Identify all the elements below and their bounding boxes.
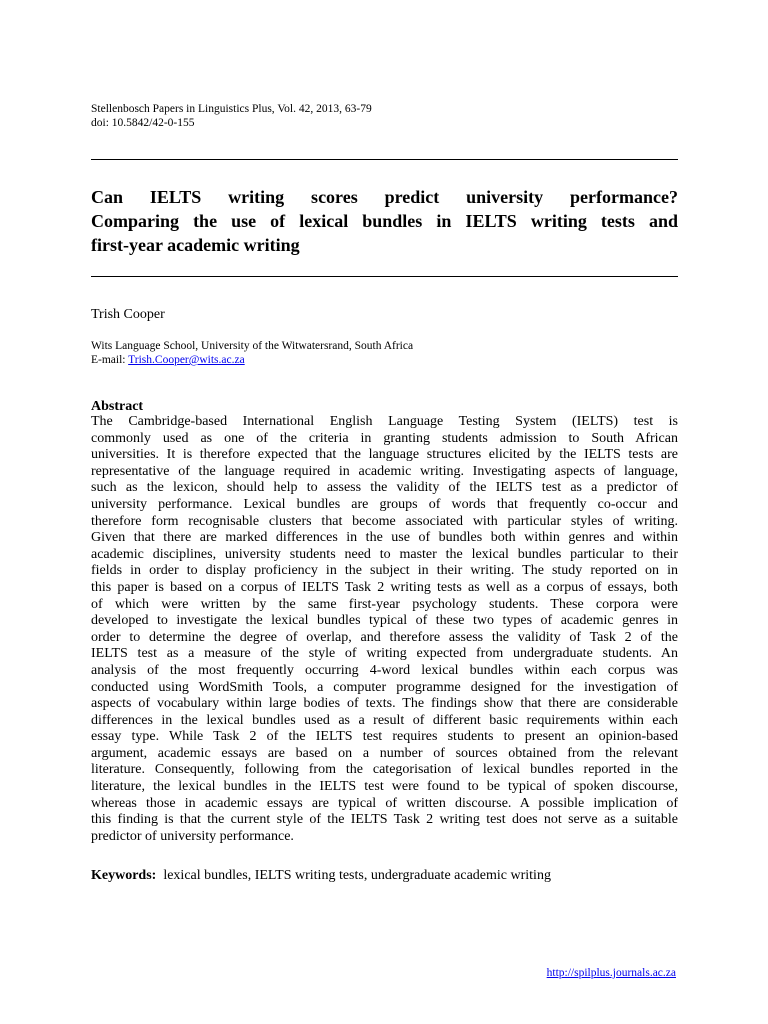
email-label: E-mail: — [91, 354, 129, 366]
affiliation: Wits Language School, University of the Witwatersrand, South Africa — [91, 340, 414, 352]
abstract-line: The Cambridge-based International English Language Testing System (IELTS) test is — [91, 414, 678, 429]
keywords-label: Keywords: — [91, 868, 157, 883]
title-line: Can IELTS writing scores predict university performance? — [91, 187, 678, 207]
abstract-line: academic disciplines, university students need to master the lexical bundles particular to their — [91, 546, 678, 562]
abstract-line: developed to investigate the lexical bundles typical of these two types of academic genres in — [91, 613, 678, 629]
abstract-line: argument, academic essays are based on a number of sources obtained from the relevant — [91, 745, 678, 761]
abstract-line: fields in order to display proficiency in the subject in their writing. The study reported on in — [91, 563, 678, 579]
abstract-line: literature, the lexical bundles in the IELTS test were found to be typical of spoken discourse, — [91, 779, 678, 795]
abstract-line: therefore form recognisable clusters that become associated with particular styles of writing. — [91, 513, 678, 529]
abstract-line: university performance. Lexical bundles are groups of words that frequently co-occur and — [91, 496, 678, 512]
abstract-line: this paper is based on a corpus of IELTS Task 2 writing tests as well as a corpus of essays, both — [91, 579, 678, 595]
abstract-line: analysis of the most frequently occurring 4-word lexical bundles within each corpus was — [91, 662, 678, 678]
abstract-line: universities. It is therefore expected that the language structures elicited by the IELTS tests are — [91, 447, 678, 463]
abstract-line: aspects of vocabulary within large bodies of texts. The findings show that there are considerable — [91, 696, 678, 712]
email-line — [91, 353, 413, 367]
journal-citation: Stellenbosch Papers in Linguistics Plus, Vol. 42, 2013, 63-79 — [91, 103, 372, 115]
abstract-line: differences in the lexical bundles used as a result of different basic requirements within each — [91, 712, 678, 728]
abstract-body — [91, 414, 678, 845]
abstract-line: essay type. While Task 2 of the IELTS test requires students to present an opinion-based — [91, 729, 678, 745]
top-rule — [91, 159, 678, 160]
abstract-line: literature. Consequently, following from the categorisation of lexical bundles reported in the — [91, 762, 678, 778]
abstract-line: order to determine the degree of overlap, and therefore assess the validity of Task 2 of the — [91, 629, 678, 645]
paper-title — [91, 185, 678, 257]
journal-header — [91, 102, 372, 130]
bottom-rule — [91, 276, 678, 277]
abstract-line: this finding is that the current style of the IELTS Task 2 writing test does not serve as a suitable — [91, 812, 678, 828]
title-line: first-year academic writing — [91, 235, 300, 255]
keywords-text: lexical bundles, IELTS writing tests, undergraduate academic writing — [163, 868, 551, 883]
keywords-line — [91, 867, 551, 884]
abstract-line: such as the lexicon, should help to assess the validity of the IELTS test as a predictor of — [91, 480, 678, 496]
abstract-heading: Abstract — [91, 399, 144, 414]
journal-url-link[interactable]: http://spilplus.journals.ac.za — [546, 967, 676, 979]
abstract-line: whereas those in academic essays are typical of written discourse. A possible implication of — [91, 795, 678, 811]
abstract-line: commonly used as one of the criteria in granting students admission to South African — [91, 430, 678, 446]
title-line: Comparing the use of lexical bundles in IELTS writing tests and — [91, 211, 678, 231]
doi: doi: 10.5842/42-0-155 — [91, 117, 195, 129]
author-name: Trish Cooper — [91, 307, 165, 322]
email-link[interactable]: Trish.Cooper@wits.ac.za — [128, 354, 245, 366]
abstract-line: representative of the language required in academic writing. Investigating aspects of language, — [91, 463, 678, 479]
abstract-line: IELTS test as a measure of the style of writing expected from undergraduate students. An — [91, 646, 678, 662]
abstract-line: conducted using WordSmith Tools, a computer programme designed for the investigation of — [91, 679, 678, 695]
abstract-line: predictor of university performance. — [91, 828, 294, 844]
abstract-line: Given that there are marked differences in the use of bundles both within genres and within — [91, 530, 678, 546]
author-affiliation-block — [91, 339, 413, 367]
abstract-line: of which were written by the same first-year psychology students. These corpora were — [91, 596, 678, 612]
